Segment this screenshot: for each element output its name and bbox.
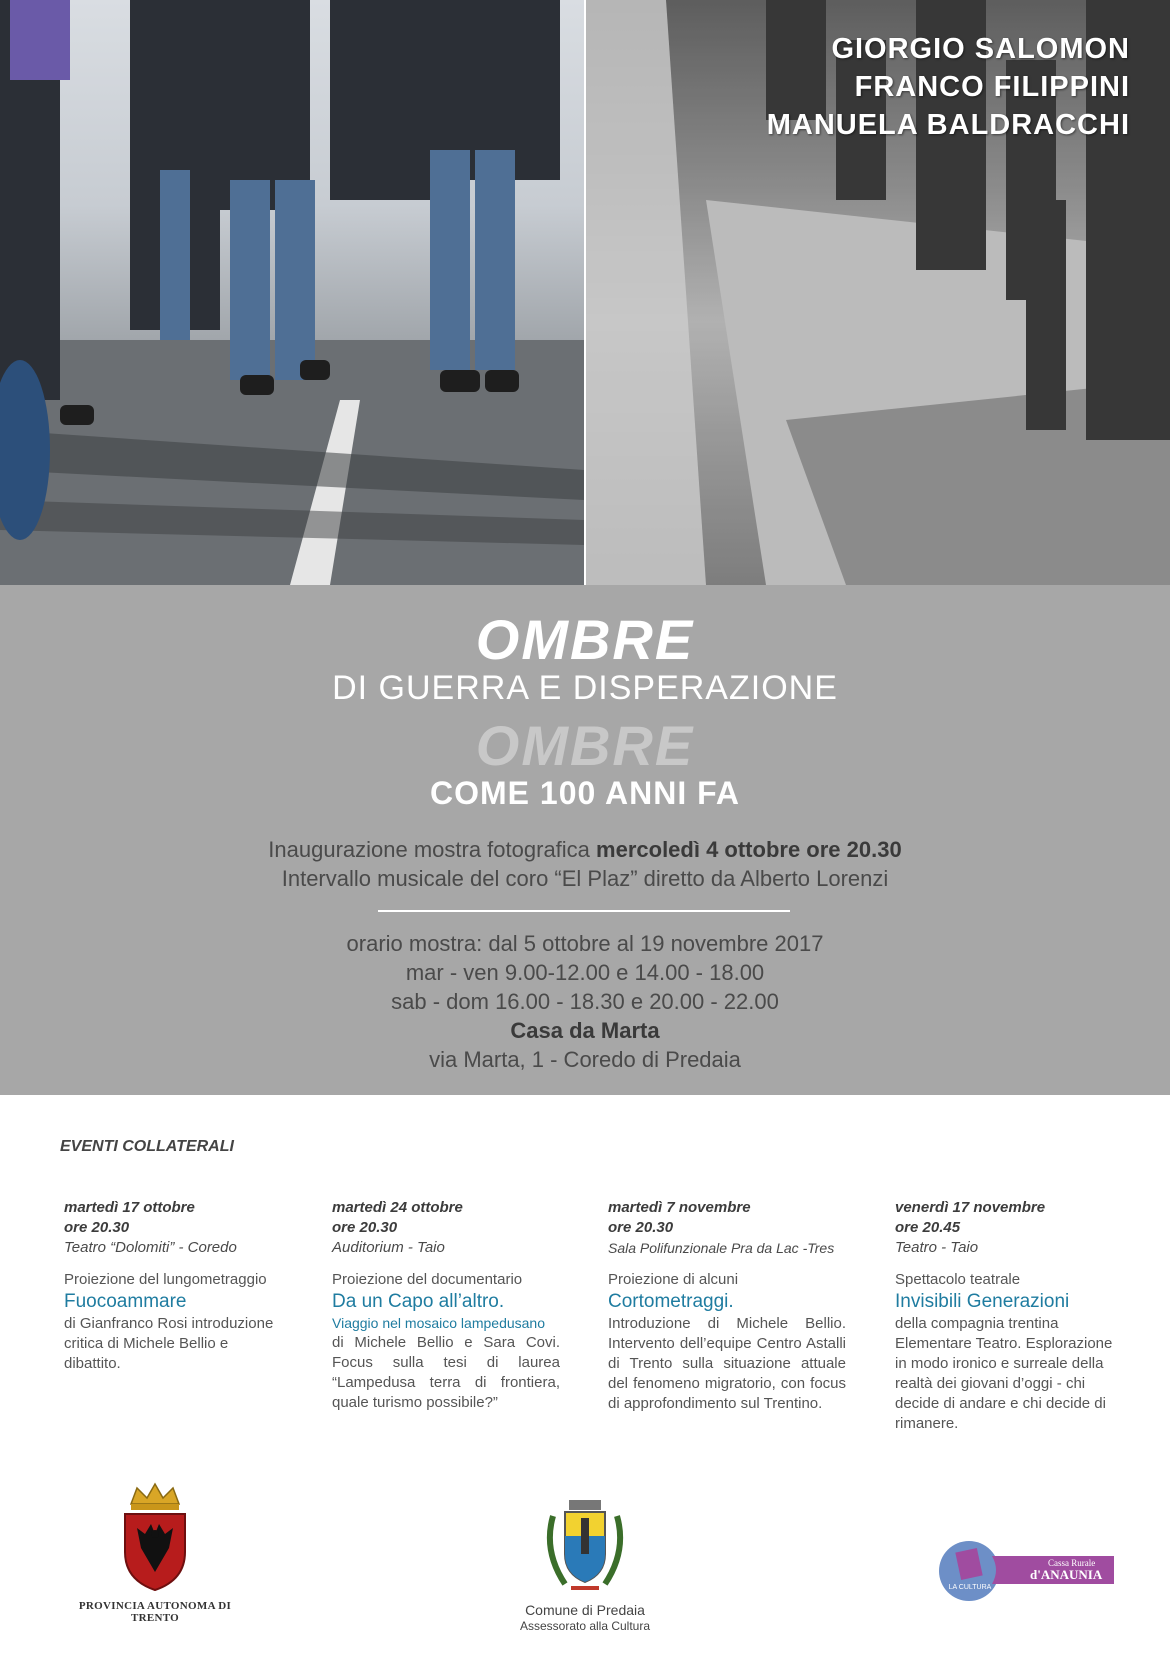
- event-title: Cortometraggi.: [608, 1291, 734, 1312]
- comune-label: Comune di Predaia: [525, 1602, 645, 1618]
- inauguration-line: [0, 837, 1170, 863]
- sponsor-cassa-label: Cassa Rurale: [1048, 1558, 1096, 1568]
- assessorato-label: Assessorato alla Cultura: [519, 1619, 651, 1633]
- sponsor-logos: [938, 1538, 1118, 1608]
- event-title: Invisibili Generazioni: [895, 1291, 1070, 1312]
- event-intro: Proiezione di alcuni: [608, 1271, 739, 1288]
- sponsor-anaunia-label: d'ANAUNIA: [1030, 1567, 1103, 1582]
- photo-historic-soldiers: [586, 0, 1170, 585]
- main-title: OMBRE: [475, 608, 695, 671]
- predaia-coat-of-arms-icon: [535, 1496, 635, 1596]
- trentino-eagle-crest-icon: [115, 1482, 195, 1592]
- inauguration-text: Inaugurazione mostra fotografica: [268, 837, 597, 862]
- music-interval-line: Intervallo musicale del coro “El Plaz” diretto da Alberto Lorenzi: [281, 866, 889, 891]
- event-description: di Gianfranco Rosi introduzione critica di Michele Bellio e dibattito.: [64, 1315, 274, 1372]
- event-intro: Spettacolo teatrale: [895, 1271, 1021, 1288]
- event-time: ore 20.45: [895, 1219, 961, 1236]
- author-name: MANUELA BALDRACCHI: [766, 109, 1130, 141]
- venue-name: Casa da Marta: [510, 1018, 660, 1043]
- event-place: Teatro - Taio: [895, 1239, 979, 1256]
- event-date: martedì 24 ottobre: [332, 1199, 463, 1216]
- event-intro: Proiezione del lungometraggio: [64, 1271, 267, 1288]
- event-intro: Proiezione del documentario: [332, 1271, 523, 1288]
- event-description: della compagnia trentina Elementare Teatro. Esplorazione in modo ironico e surreale della realtà dei giovani d’oggi - chi decide di andare e chi decide di rimanere.: [895, 1315, 1113, 1432]
- comune-logo: [495, 1496, 675, 1634]
- event-card: [895, 1198, 1115, 1434]
- venue-address: via Marta, 1 - Coredo di Predaia: [429, 1047, 741, 1072]
- exhibition-period: orario mostra: dal 5 ottobre al 19 novembre 2017: [346, 931, 824, 956]
- event-subtitle: Viaggio nel mosaico lampedusano: [332, 1315, 545, 1331]
- event-card: [608, 1198, 846, 1414]
- event-time: ore 20.30: [608, 1219, 674, 1236]
- event-date: martedì 7 novembre: [608, 1199, 751, 1216]
- exhibition-info-band: [0, 585, 1170, 1095]
- divider: [378, 910, 790, 912]
- event-place: Auditorium - Taio: [332, 1239, 445, 1256]
- weekday-hours: mar - ven 9.00-12.00 e 14.00 - 18.00: [405, 960, 765, 985]
- event-title: Fuocoammare: [64, 1291, 187, 1312]
- event-description: Introduzione di Michele Bellio. Intervento dell’equipe Centro Astalli di Trento sulla situazione attuale del fenomeno migratorio, con focus di approfondimento sul Trentino.: [608, 1315, 846, 1412]
- provincia-logo: [55, 1482, 255, 1624]
- event-card: [64, 1198, 289, 1374]
- events-heading: EVENTI COLLATERALI: [60, 1138, 234, 1155]
- inauguration-date: mercoledì 4 ottobre ore 20.30: [596, 837, 902, 862]
- event-date: martedì 17 ottobre: [64, 1199, 195, 1216]
- author-name: FRANCO FILIPPINI: [854, 71, 1130, 103]
- event-date: venerdì 17 novembre: [895, 1199, 1046, 1216]
- secondary-subtitle: COME 100 ANNI FA: [430, 775, 740, 811]
- author-name: GIORGIO SALOMON: [831, 33, 1130, 65]
- secondary-title: OMBRE: [475, 714, 695, 777]
- event-card: [332, 1198, 560, 1413]
- sponsor-cultura-label: LA CULTURA: [948, 1584, 992, 1591]
- event-description: di Michele Bellio e Sara Covi. Focus sulla tesi di laurea “Lampedusa terra di frontiera, quale turismo possibile?”: [332, 1334, 560, 1411]
- event-time: ore 20.30: [64, 1219, 130, 1236]
- photo-migrants-walking: [0, 0, 584, 585]
- event-place: Sala Polifunzionale Pra da Lac -Tres: [608, 1240, 835, 1256]
- photo-band: [0, 0, 1170, 585]
- event-title: Da un Capo all’altro.: [332, 1291, 505, 1312]
- event-time: ore 20.30: [332, 1219, 398, 1236]
- weekend-hours: sab - dom 16.00 - 18.30 e 20.00 - 22.00: [391, 989, 779, 1014]
- authors-list: [767, 30, 1130, 144]
- main-subtitle: DI GUERRA E DISPERAZIONE: [332, 669, 838, 707]
- migrants-photo-illustration: [0, 0, 584, 585]
- event-place: Teatro “Dolomiti” - Coredo: [64, 1239, 237, 1256]
- provincia-label: PROVINCIA AUTONOMA DI TRENTO: [78, 1600, 232, 1624]
